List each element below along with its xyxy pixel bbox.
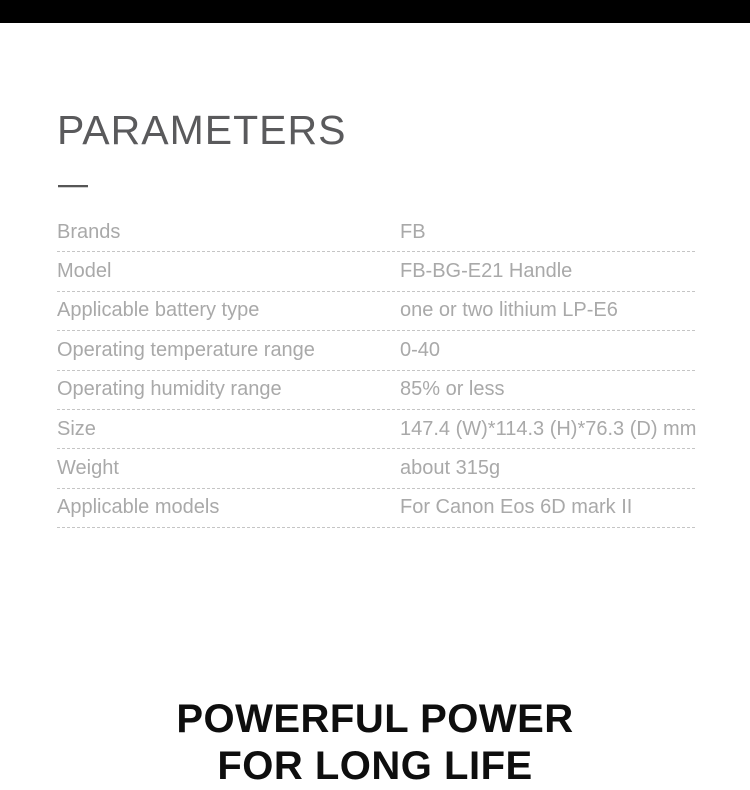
title-underline-dash: [58, 185, 88, 188]
spec-table: [57, 213, 695, 528]
spec-label: Operating humidity range: [57, 378, 282, 401]
spec-value: one or two lithium LP-E6: [400, 299, 618, 322]
spec-value: 85% or less: [400, 378, 505, 401]
spec-row-battery-type: [57, 292, 695, 331]
spec-label: Applicable models: [57, 496, 220, 519]
spec-label: Operating temperature range: [57, 338, 315, 361]
spec-row-size: [57, 410, 695, 449]
spec-row-temperature-range: [57, 331, 695, 370]
power-heading-line1: POWERFUL POWER: [176, 697, 574, 741]
spec-row-applicable-models: [57, 489, 695, 528]
spec-row-weight: [57, 449, 695, 488]
spec-label: Model: [57, 260, 112, 283]
power-heading: [0, 696, 750, 790]
spec-value: FB-BG-E21 Handle: [400, 260, 573, 283]
power-heading-line2: FOR LONG LIFE: [217, 744, 533, 788]
parameters-title: PARAMETERS: [57, 107, 347, 153]
spec-label: Weight: [57, 457, 119, 480]
spec-label: Applicable battery type: [57, 299, 260, 322]
top-bar: [0, 0, 750, 23]
spec-value: FB: [400, 220, 426, 243]
spec-label: Brands: [57, 220, 121, 243]
spec-value: For Canon Eos 6D mark II: [400, 496, 633, 519]
spec-label: Size: [57, 417, 96, 440]
spec-value: 0-40: [400, 338, 441, 361]
spec-row-model: [57, 252, 695, 291]
spec-row-brands: [57, 213, 695, 252]
spec-value: 147.4 (W)*114.3 (H)*76.3 (D) mm: [400, 417, 697, 440]
spec-value: about 315g: [400, 457, 501, 480]
spec-row-humidity-range: [57, 371, 695, 410]
